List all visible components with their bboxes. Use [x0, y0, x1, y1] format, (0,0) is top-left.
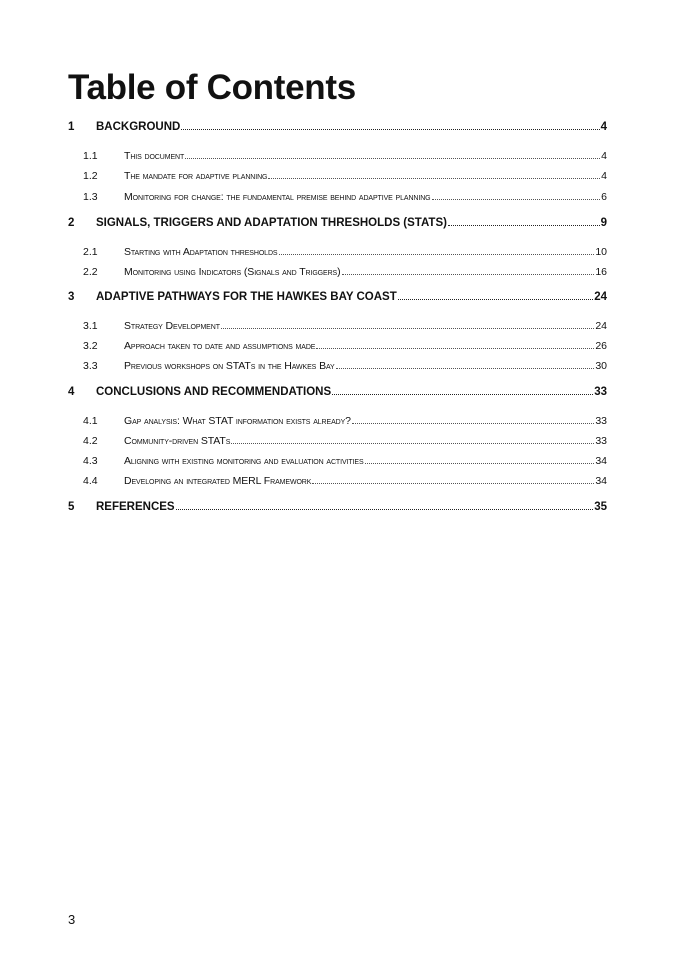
toc-section-title: ADAPTIVE PATHWAYS FOR THE HAWKES BAY COAST	[96, 291, 397, 303]
toc-entry-title: The mandate for adaptive planning	[124, 170, 268, 182]
toc-entry-1-3[interactable]	[83, 191, 607, 203]
dot-leader	[221, 327, 594, 329]
toc-section-3[interactable]	[68, 291, 607, 303]
toc-entry-number: 4.2	[83, 435, 98, 447]
toc-section-number: 2	[68, 217, 75, 229]
toc-section-title: SIGNALS, TRIGGERS AND ADAPTATION THRESHOLDS (STATS)	[96, 217, 447, 229]
toc-entry-number: 3.1	[83, 320, 98, 332]
dot-leader	[316, 347, 594, 349]
dot-leader	[365, 462, 595, 464]
dot-leader	[185, 157, 600, 159]
toc-section-4[interactable]	[68, 386, 607, 398]
toc-entry-title: Gap analysis: What STAT information exists already?	[124, 415, 351, 427]
toc-page-number: 33	[594, 386, 607, 398]
toc-entry-number: 4.3	[83, 455, 98, 467]
toc-entry-title: This document	[124, 150, 185, 162]
dot-leader	[279, 253, 595, 255]
dot-leader	[352, 422, 594, 424]
toc-section-title: CONCLUSIONS AND RECOMMENDATIONS	[96, 386, 332, 398]
toc-entry-1-2[interactable]	[83, 170, 607, 182]
toc-entry-number: 4.1	[83, 415, 98, 427]
toc-entry-3-3[interactable]	[83, 360, 607, 372]
toc-entry-title: Previous workshops on STATs in the Hawkes Bay	[124, 360, 335, 372]
toc-entry-2-2[interactable]	[83, 266, 607, 278]
toc-entry-title: Approach taken to date and assumptions made	[124, 340, 316, 352]
toc-page-number: 24	[594, 291, 607, 303]
toc-page-number: 16	[595, 266, 607, 278]
toc-section-number: 1	[68, 121, 75, 133]
page-number: 3	[68, 912, 76, 927]
dot-leader	[231, 442, 594, 444]
toc-page-number: 9	[600, 217, 607, 229]
toc-page-number: 24	[595, 320, 607, 332]
toc-entry-number: 1.3	[83, 191, 98, 203]
dot-leader	[332, 393, 593, 395]
dot-leader	[312, 482, 594, 484]
dot-leader	[448, 224, 600, 226]
toc-page-number: 4	[600, 121, 607, 133]
dot-leader	[398, 298, 593, 300]
toc-page-number: 30	[595, 360, 607, 372]
toc-page-number: 4	[601, 170, 607, 182]
toc-section-number: 4	[68, 386, 75, 398]
toc-entry-number: 4.4	[83, 475, 98, 487]
toc-entry-title: Aligning with existing monitoring and evaluation activities	[124, 455, 364, 467]
toc-section-1[interactable]	[68, 121, 607, 133]
toc-entry-3-2[interactable]	[83, 340, 607, 352]
toc-page-number: 26	[595, 340, 607, 352]
toc-section-title: REFERENCES	[96, 501, 175, 513]
dot-leader	[268, 177, 600, 179]
toc-entry-3-1[interactable]	[83, 320, 607, 332]
toc-entry-title: Community-driven STATs	[124, 435, 231, 447]
toc-entry-title: Starting with Adaptation thresholds	[124, 246, 278, 258]
dot-leader	[176, 508, 594, 510]
dot-leader	[181, 128, 599, 130]
toc-section-5[interactable]	[68, 501, 607, 513]
dot-leader	[342, 273, 595, 275]
toc-entry-number: 1.2	[83, 170, 98, 182]
toc-page-number: 34	[595, 475, 607, 487]
toc-page-number: 10	[595, 246, 607, 258]
toc-entry-title: Monitoring for change: the fundamental premise behind adaptive planning	[124, 191, 431, 203]
toc-entry-number: 3.3	[83, 360, 98, 372]
toc-entry-title: Developing an integrated MERL Framework	[124, 475, 312, 487]
toc-entry-4-4[interactable]	[83, 475, 607, 487]
toc-page-number: 33	[595, 435, 607, 447]
toc-entry-number: 1.1	[83, 150, 98, 162]
toc-entry-2-1[interactable]	[83, 246, 607, 258]
toc-page-number: 4	[601, 150, 607, 162]
toc-section-2[interactable]	[68, 217, 607, 229]
dot-leader	[432, 198, 601, 200]
toc-entry-1-1[interactable]	[83, 150, 607, 162]
toc-page-number: 34	[595, 455, 607, 467]
toc-entry-number: 2.1	[83, 246, 98, 258]
toc-section-number: 3	[68, 291, 75, 303]
toc-entry-number: 2.2	[83, 266, 98, 278]
toc-section-number: 5	[68, 501, 75, 513]
toc-entry-4-3[interactable]	[83, 455, 607, 467]
toc-entry-4-1[interactable]	[83, 415, 607, 427]
toc-entry-4-2[interactable]	[83, 435, 607, 447]
toc-page-number: 33	[595, 415, 607, 427]
toc-section-title: BACKGROUND	[96, 121, 181, 133]
toc-entry-title: Strategy Development	[124, 320, 220, 332]
toc-entry-number: 3.2	[83, 340, 98, 352]
page-title: Table of Contents	[68, 68, 356, 107]
dot-leader	[336, 367, 595, 369]
toc-page-number: 35	[594, 501, 607, 513]
toc-entry-title: Monitoring using Indicators (Signals and Triggers)	[124, 266, 341, 278]
toc-page-number: 6	[601, 191, 607, 203]
